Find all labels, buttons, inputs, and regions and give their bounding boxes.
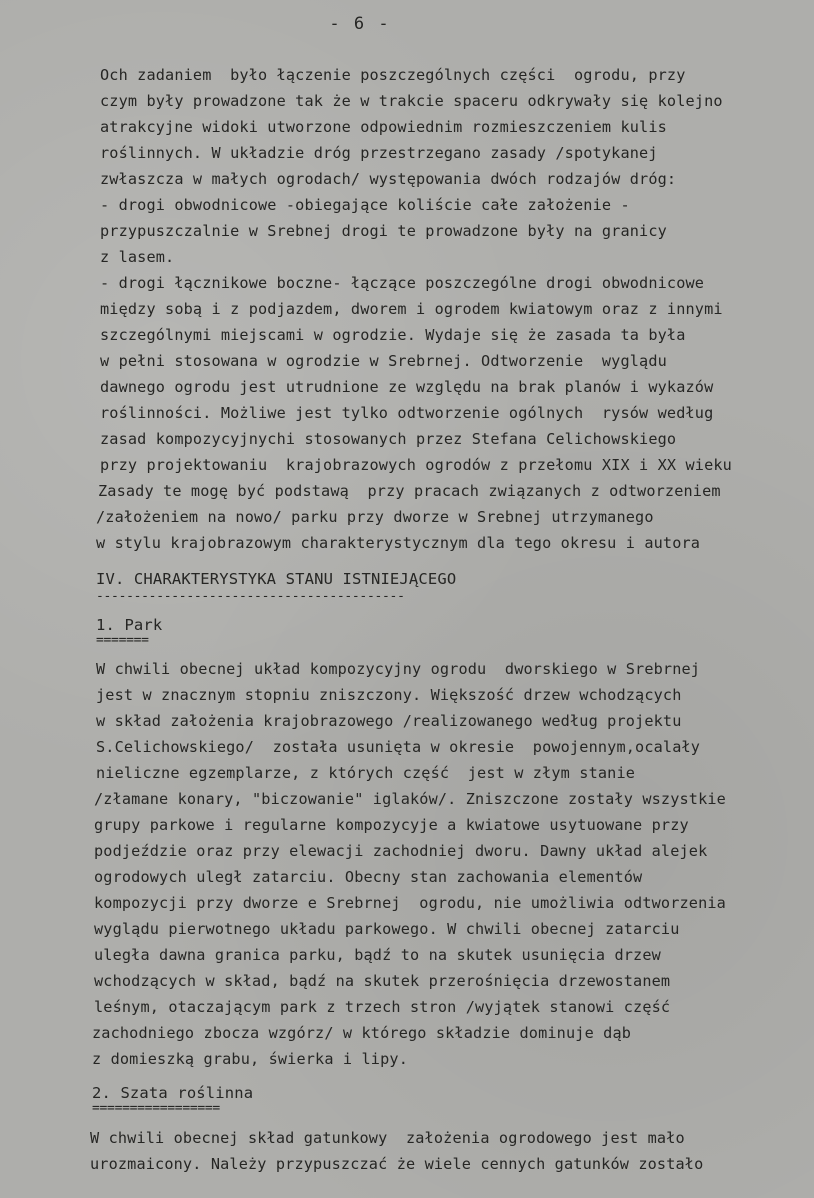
text-line: zachodniego zbocza wzgórz/ w którego składzie dominuje dąb xyxy=(92,1024,632,1042)
text-line: jest w znacznym stopniu zniszczony. Większość drzew wchodzących xyxy=(96,686,682,704)
text-line: W chwili obecnej skład gatunkowy założenia ogrodowego jest mało xyxy=(90,1129,685,1147)
subsection-heading-szata-roslinna: 2. Szata roślinna xyxy=(92,1084,254,1102)
text-line: /założeniem na nowo/ parku przy dworze w Srebnej utrzymanego xyxy=(96,508,654,526)
text-line: roślinności. Możliwe jest tylko odtworzenie ogólnych rysów według xyxy=(100,404,714,422)
text-line: /złamane konary, "biczowanie" iglaków/. Zniszczone zostały wszystkie xyxy=(94,790,726,808)
text-line: nieliczne egzemplarze, z których część jest w złym stanie xyxy=(96,764,636,782)
text-line: leśnym, otaczającym park z trzech stron /wyjątek stanowi część xyxy=(94,998,671,1016)
text-line: roślinnych. W układzie dróg przestrzegano zasady /spotykanej xyxy=(100,144,658,162)
text-line: - drogi obwodnicowe -obiegające koliście całe założenie - xyxy=(100,196,630,214)
subsection-underline: ================= xyxy=(92,1104,220,1114)
subsection-heading-park: 1. Park xyxy=(96,616,163,634)
text-line: atrakcyjne widoki utworzone odpowiednim rozmieszczeniem kulis xyxy=(100,118,667,136)
text-line: urozmaicony. Należy przypuszczać że wiele cennych gatunków zostało xyxy=(90,1155,704,1173)
text-line: podjeździe oraz przy elewacji zachodniej dworu. Dawny układ alejek xyxy=(94,842,708,860)
text-line: W chwili obecnej układ kompozycyjny ogrodu dworskiego w Srebrnej xyxy=(96,660,701,678)
text-line: ogrodowych uległ zatarciu. Obecny stan zachowania elementów xyxy=(94,868,643,886)
text-line: wyglądu pierwotnego układu parkowego. W chwili obecnej zatarciu xyxy=(94,920,680,938)
text-line: wchodzących w skład, bądź na skutek przerośnięcia drzewostanem xyxy=(94,972,671,990)
text-line: w stylu krajobrazowym charakterystycznym dla tego okresu i autora xyxy=(96,534,701,552)
text-line: uległa dawna granica parku, bądź to na skutek usunięcia drzew xyxy=(94,946,661,964)
text-line: przy projektowaniu krajobrazowych ogrodów z przełomu XIX i XX wieku xyxy=(100,456,732,474)
text-line: - drogi łącznikowe boczne- łączące poszczególne drogi obwodnicowe xyxy=(100,274,705,292)
text-line: grupy parkowe i regularne kompozycyje a kwiatowe usytuowane przy xyxy=(94,816,689,834)
text-line: szczególnymi miejscami w ogrodzie. Wydaje się że zasada ta była xyxy=(100,326,686,344)
text-line: z domieszką grabu, świerka i lipy. xyxy=(92,1050,408,1068)
text-line: czym były prowadzone tak że w trakcie spaceru odkrywały się kolejno xyxy=(100,92,723,110)
subsection-underline: ======= xyxy=(96,636,149,646)
text-line: z lasem. xyxy=(100,248,175,266)
section-heading-underline: ----------------------------------------- xyxy=(96,592,405,602)
page-number: - 6 - xyxy=(329,14,391,34)
text-line: w skład założenia krajobrazowego /realizowanego według projektu xyxy=(96,712,682,730)
text-line: w pełni stosowana w ogrodzie w Srebrnej. Odtworzenie wyglądu xyxy=(100,352,667,370)
text-line: zwłaszcza w małych ogrodach/ występowania dwóch rodzajów dróg: xyxy=(100,170,677,188)
text-line: S.Celichowskiego/ została usunięta w okresie powojennym,ocalały xyxy=(96,738,701,756)
section-heading: IV. CHARAKTERYSTYKA STANU ISTNIEJĄCEGO xyxy=(96,570,457,588)
text-line: Och zadaniem było łączenie poszczególnych części ogrodu, przy xyxy=(100,66,686,84)
text-line: zasad kompozycyjnychi stosowanych przez Stefana Celichowskiego xyxy=(100,430,677,448)
text-line: kompozycji przy dworze e Srebrnej ogrodu, nie umożliwia odtworzenia xyxy=(94,894,726,912)
text-line: Zasady te mogę być podstawą przy pracach związanych z odtworzeniem xyxy=(98,482,721,500)
text-line: dawnego ogrodu jest utrudnione ze względu na brak planów i wykazów xyxy=(100,378,714,396)
text-line: przypuszczalnie w Srebnej drogi te prowadzone były na granicy xyxy=(100,222,667,240)
text-line: między sobą i z podjazdem, dworem i ogrodem kwiatowym oraz z innymi xyxy=(100,300,723,318)
